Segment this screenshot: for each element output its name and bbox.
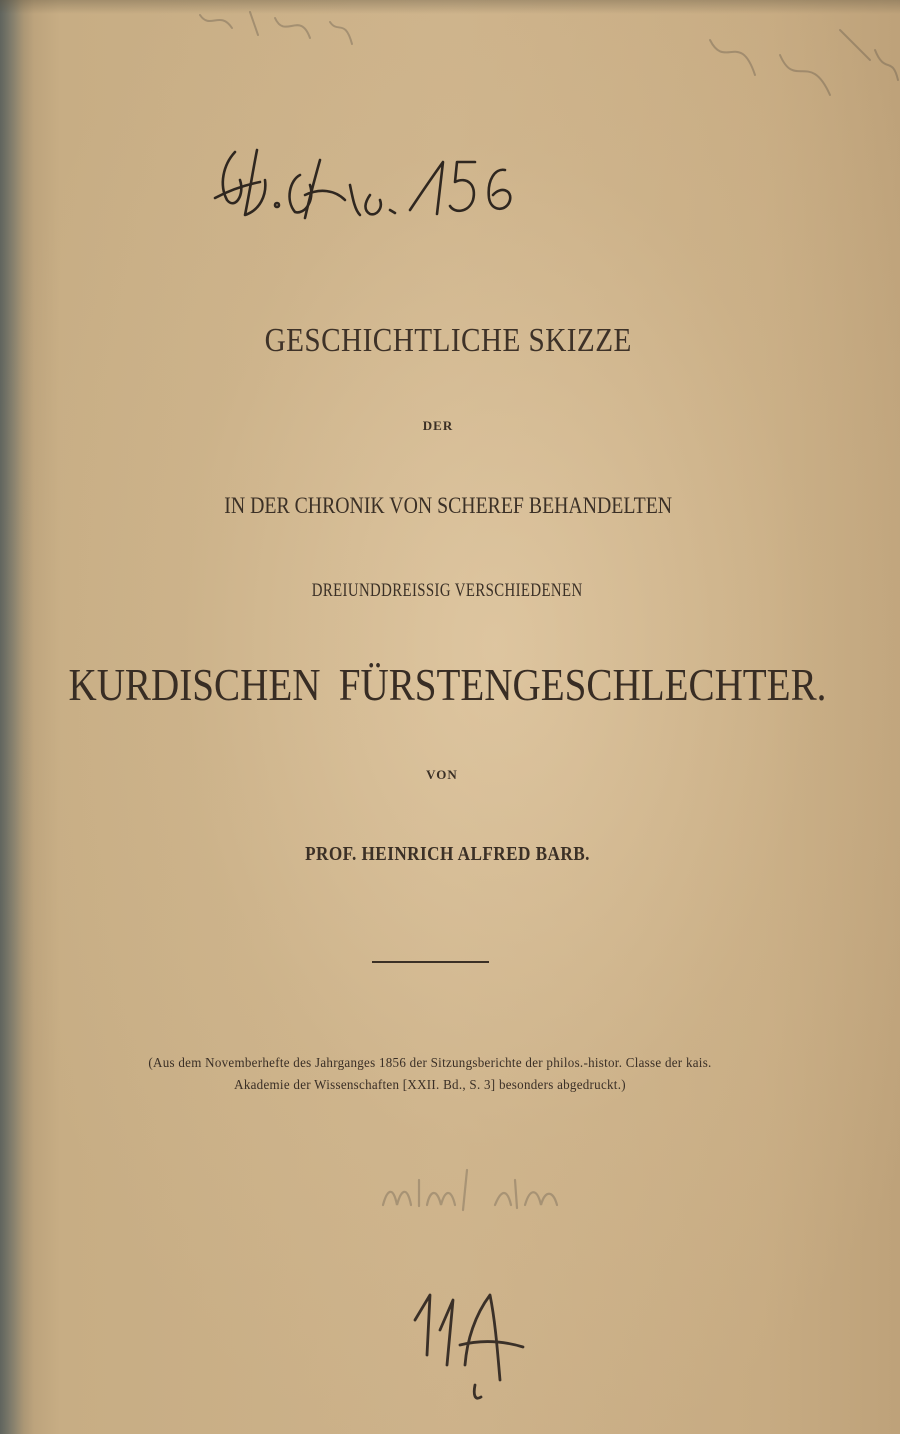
binding-edge-stain — [0, 0, 34, 1434]
title-line-1: GESCHICHTLICHE SKIZZE — [264, 322, 632, 359]
handwritten-number — [405, 1285, 535, 1405]
byline-von: VON — [426, 767, 458, 782]
faint-pencil-marks — [180, 0, 900, 110]
divider-rule — [372, 961, 489, 963]
title-line-3: IN DER CHRONIK VON SCHEREF BEHANDELTEN — [224, 493, 673, 518]
main-title: KURDISCHEN FÜRSTENGESCHLECHTER. — [68, 659, 827, 710]
title-line-4: DREIUNDDREISSIG VERSCHIEDENEN — [311, 580, 583, 601]
handwritten-shelfmark — [205, 140, 525, 230]
author-name: PROF. HEINRICH ALFRED BARB. — [305, 843, 590, 865]
title-line-der: DER — [422, 418, 454, 433]
pencil-annotation — [375, 1160, 575, 1220]
publication-note-line-1: (Aus dem Novemberhefte des Jahrganges 1856 der Sitzungsberichte der philos.-histor. Classe der kais. — [148, 1056, 712, 1071]
publication-note-line-2: Akademie der Wissenschaften [XXII. Bd., S. 3] besonders abgedruckt.) — [234, 1078, 626, 1093]
